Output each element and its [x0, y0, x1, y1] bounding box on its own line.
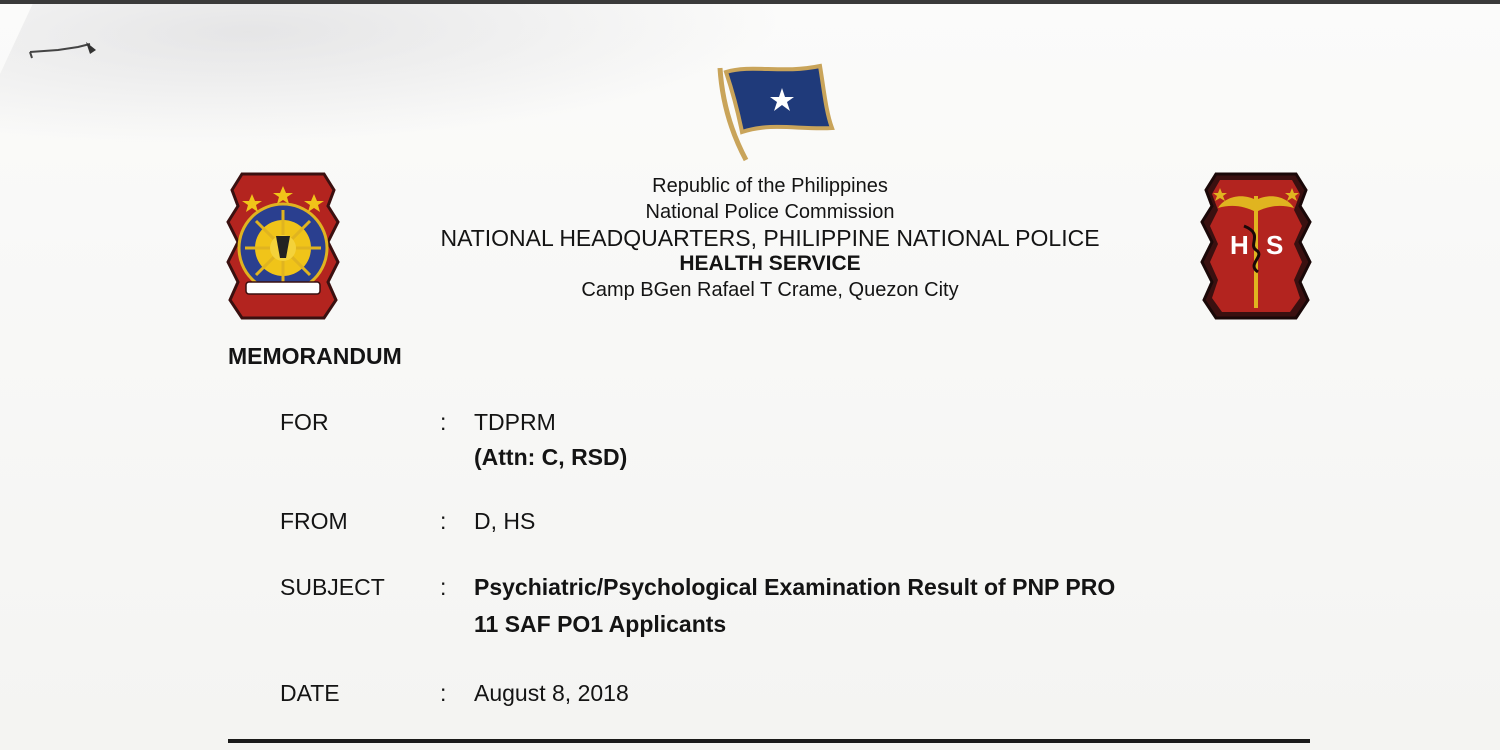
letterhead-commission: National Police Commission — [645, 201, 895, 223]
pnp-seal-icon — [224, 170, 342, 322]
letterhead-headquarters: NATIONAL HEADQUARTERS, PHILIPPINE NATIONAL POLICE — [440, 225, 1100, 251]
for-attention: (Attn: C, RSD) — [474, 444, 628, 470]
from-colon: : — [440, 508, 447, 534]
date-colon: : — [440, 680, 447, 706]
letterhead — [340, 173, 1200, 303]
svg-text:S: S — [1266, 230, 1284, 260]
header-divider — [228, 739, 1310, 743]
letterhead-address: Camp BGen Rafael T Crame, Quezon City — [581, 279, 959, 301]
subject-value-line2: 11 SAF PO1 Applicants — [474, 611, 727, 637]
scan-smudge — [0, 4, 793, 144]
date-value: August 8, 2018 — [474, 680, 629, 706]
for-label: FOR — [280, 409, 329, 435]
memo-title: MEMORANDUM — [228, 343, 402, 369]
from-label: FROM — [280, 508, 348, 534]
from-value: D, HS — [474, 508, 536, 534]
subject-colon: : — [440, 574, 447, 600]
star-flag-icon — [712, 60, 842, 165]
date-label: DATE — [280, 680, 340, 706]
letterhead-republic: Republic of the Philippines — [652, 175, 888, 197]
letterhead-health-service: HEALTH SERVICE — [679, 252, 861, 275]
health-service-seal-icon — [1200, 170, 1312, 322]
for-value: TDPRM — [474, 409, 556, 435]
for-colon: : — [440, 409, 447, 435]
scan-mark — [28, 38, 118, 60]
subject-value-line1: Psychiatric/Psychological Examination Result of PNP PRO — [474, 574, 1116, 600]
svg-text:H: H — [1230, 230, 1249, 260]
subject-label: SUBJECT — [280, 574, 385, 600]
